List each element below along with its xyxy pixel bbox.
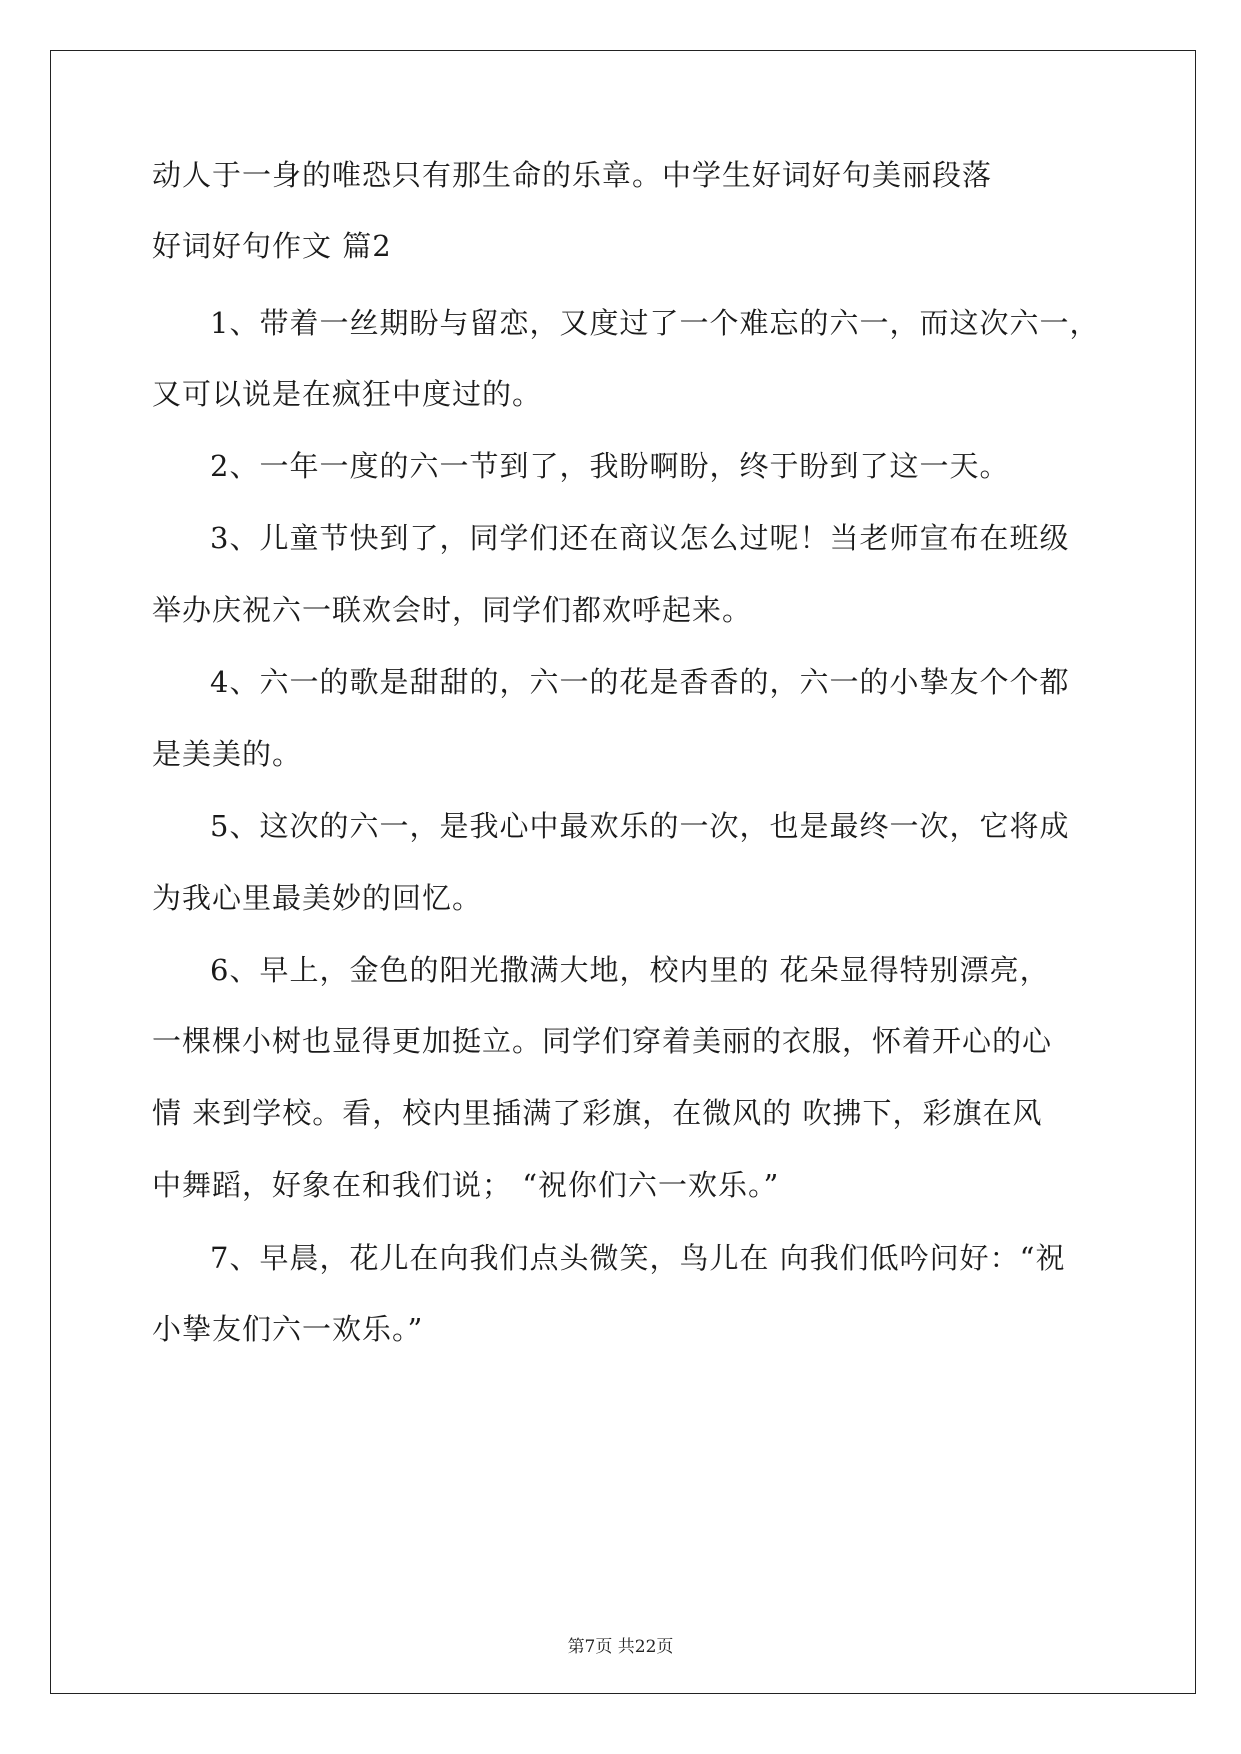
section-heading: 好词好句作文 篇2 (152, 229, 392, 263)
text-line: 动人于一身的唯恐只有那生命的乐章。中学生好词好句美丽段落 (152, 158, 993, 192)
text-line: 6、早上，金色的阳光撒满大地，校内里的 花朵显得特别漂亮， (210, 953, 1050, 987)
text-line: 举办庆祝六一联欢会时，同学们都欢呼起来。 (152, 593, 753, 627)
text-line: 3、儿童节快到了，同学们还在商议怎么过呢！当老师宣布在班级 (210, 521, 1070, 555)
page-border (50, 50, 1196, 1694)
text-line: 是美美的。 (152, 737, 303, 771)
text-line: 为我心里最美妙的回忆。 (152, 881, 483, 915)
text-line: 7、早晨，花儿在向我们点头微笑，鸟儿在 向我们低吟问好：“祝 (210, 1241, 1066, 1275)
text-line: 情 来到学校。看，校内里插满了彩旗，在微风的 吹拂下，彩旗在风 (152, 1096, 1043, 1130)
text-line: 中舞蹈，好象在和我们说； “祝你们六一欢乐。” (152, 1168, 780, 1202)
text-line: 4、六一的歌是甜甜的，六一的花是香香的，六一的小挚友个个都 (210, 665, 1070, 699)
text-line: 2、一年一度的六一节到了，我盼啊盼，终于盼到了这一天。 (210, 449, 1010, 483)
text-line: 5、这次的六一，是我心中最欢乐的一次，也是最终一次，它将成 (210, 809, 1070, 843)
text-line: 又可以说是在疯狂中度过的。 (152, 377, 543, 411)
text-line: 一棵棵小树也显得更加挺立。同学们穿着美丽的衣服，怀着开心的心 (152, 1024, 1053, 1058)
text-line: 小挚友们六一欢乐。” (152, 1312, 424, 1346)
text-line: 1、带着一丝期盼与留恋，又度过了一个难忘的六一，而这次六一， (210, 306, 1100, 340)
page-number-footer: 第7页 共22页 (567, 1637, 674, 1657)
